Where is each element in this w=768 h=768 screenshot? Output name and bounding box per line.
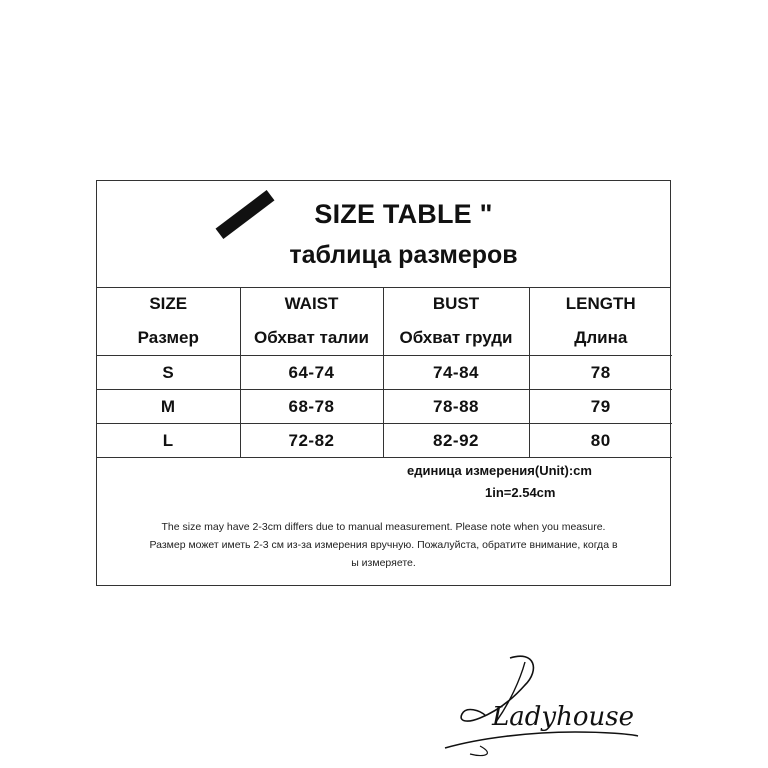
note-russian-line-1: Размер может иметь 2-3 см из-за измерения вручную. Пожалуйста, обратите внимание, когда в: [149, 539, 618, 551]
column-header-en: WAIST: [284, 294, 339, 313]
cell-size: S: [97, 356, 240, 390]
ladyhouse-logo: [440, 650, 640, 760]
column-header-en: SIZE: [149, 294, 188, 313]
measurement-note: [97, 518, 670, 572]
cell-waist: 72-82: [240, 424, 383, 458]
cell-size: M: [97, 390, 240, 424]
column-header-size: [97, 287, 240, 356]
cell-bust: 82-92: [383, 424, 529, 458]
logo-wordmark: Ladyhouse: [492, 702, 634, 732]
title-russian: таблица размеров: [289, 241, 518, 269]
column-header-ru: Обхват груди: [399, 328, 513, 347]
column-header-length: [529, 287, 672, 356]
table-header-row: [97, 287, 672, 356]
cell-length: 79: [529, 390, 672, 424]
cell-waist: 68-78: [240, 390, 383, 424]
cell-length: 80: [529, 424, 672, 458]
column-header-ru: Размер: [137, 328, 199, 347]
cell-length: 78: [529, 356, 672, 390]
table-row: [97, 390, 672, 424]
unit-label: единица измерения(Unit):cm: [407, 463, 592, 478]
cell-waist: 64-74: [240, 356, 383, 390]
size-table-header: [97, 181, 670, 288]
size-table: [97, 287, 672, 458]
table-row: [97, 424, 672, 458]
cell-size: L: [97, 424, 240, 458]
column-header-bust: [383, 287, 529, 356]
column-header-ru: Длина: [574, 328, 628, 347]
size-table-card: [96, 180, 671, 586]
column-header-waist: [240, 287, 383, 356]
column-header-en: BUST: [432, 294, 480, 313]
column-header-ru: Обхват талии: [254, 328, 369, 347]
note-russian-line-2: ы измеряете.: [351, 557, 416, 569]
cell-bust: 74-84: [383, 356, 529, 390]
note-english: The size may have 2-3cm differs due to manual measurement. Please note when you measure.: [161, 521, 606, 533]
table-row: [97, 356, 672, 390]
column-header-en: LENGTH: [565, 294, 636, 313]
cell-bust: 78-88: [383, 390, 529, 424]
ladyhouse-logo-icon: [440, 650, 640, 760]
inch-conversion: 1in=2.54cm: [485, 485, 556, 500]
title-english: SIZE TABLE ": [314, 199, 493, 229]
